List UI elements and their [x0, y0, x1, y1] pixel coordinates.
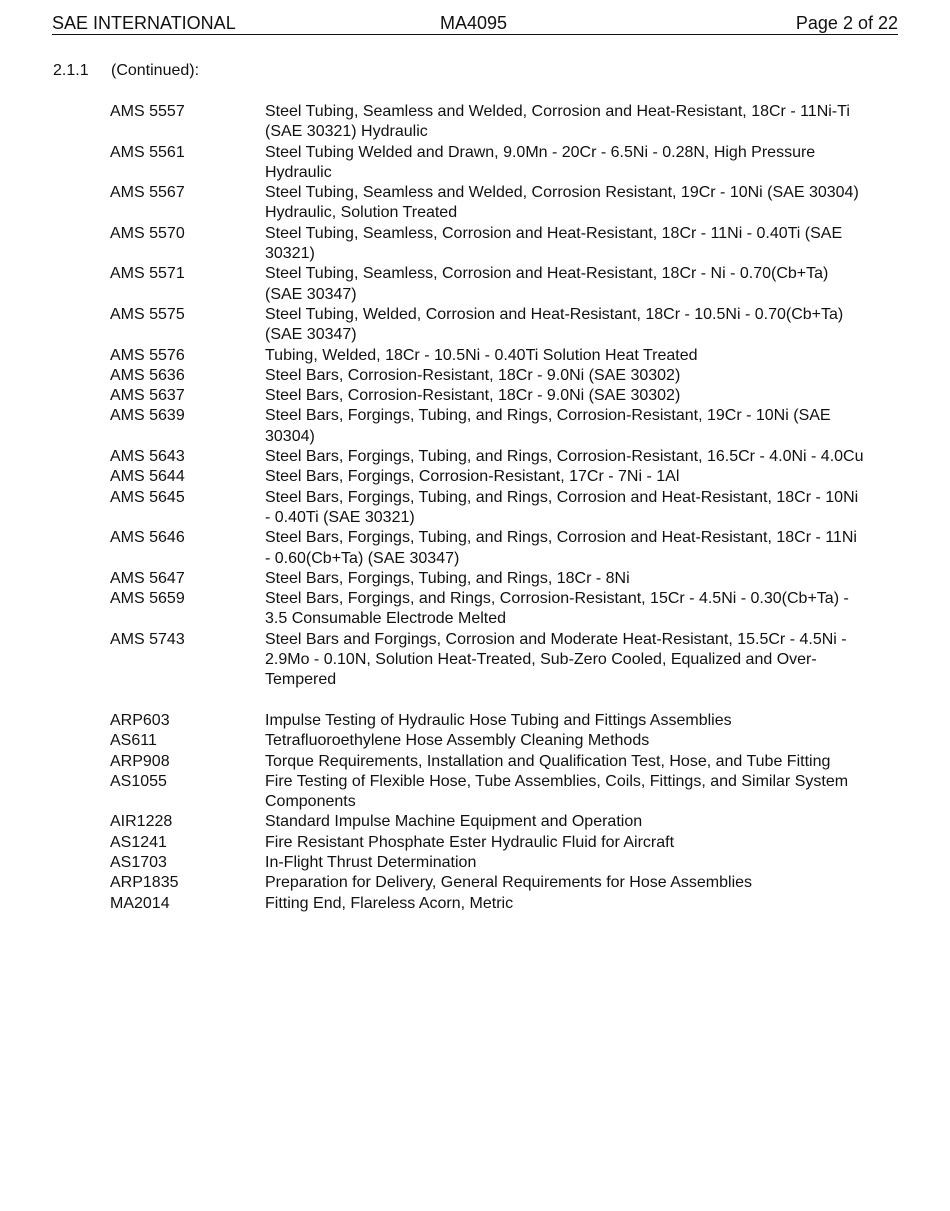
reference-title: Steel Bars and Forgings, Corrosion and Moderate Heat-Resistant, 15.5Cr - 4.5Ni - 2.9Mo - 0.10N, Solution Heat-Treated, Sub-Zero Cooled, Equalized and Over-Tempered: [265, 630, 847, 689]
reference-row: [110, 894, 890, 914]
reference-row: [110, 711, 890, 731]
section-label: (Continued):: [111, 62, 200, 79]
reference-title: Steel Bars, Corrosion-Resistant, 18Cr - 9.0Ni (SAE 30302): [265, 387, 681, 405]
page-number: Page 2 of 22: [795, 13, 898, 33]
reference-title: Torque Requirements, Installation and Qualification Test, Hose, and Tube Fitting: [265, 752, 831, 770]
reference-row: [110, 102, 890, 143]
reference-code: AMS 5636: [110, 366, 185, 384]
reference-code: AMS 5644: [110, 468, 185, 486]
reference-code: AMS 5659: [110, 590, 185, 608]
reference-title: Fire Testing of Flexible Hose, Tube Assemblies, Coils, Fittings, and Similar System Components: [265, 772, 849, 811]
section-number: 2.1.1: [53, 62, 89, 79]
reference-title: Preparation for Delivery, General Requirements for Hose Assemblies: [265, 874, 753, 892]
reference-row: [110, 589, 890, 630]
group-spacer: [110, 691, 890, 711]
reference-title: Impulse Testing of Hydraulic Hose Tubing and Fittings Assemblies: [265, 711, 732, 729]
reference-code: AMS 5637: [110, 387, 185, 405]
section-heading: [53, 61, 199, 81]
reference-code: ARP1835: [110, 874, 179, 892]
reference-row: [110, 772, 890, 813]
reference-title: Steel Tubing, Seamless and Welded, Corrosion Resistant, 19Cr - 10Ni (SAE 30304) Hydraulic, Solution Treated: [265, 184, 859, 222]
reference-code: AMS 5646: [110, 529, 185, 547]
reference-row: [110, 569, 890, 589]
reference-code: ARP603: [110, 711, 170, 729]
reference-row: [110, 264, 890, 305]
reference-title: Fire Resistant Phosphate Ester Hydraulic Fluid for Aircraft: [265, 833, 675, 851]
reference-title: Tubing, Welded, 18Cr - 10.5Ni - 0.40Ti Solution Heat Treated: [265, 346, 698, 364]
reference-code: AS611: [110, 732, 157, 750]
reference-row: [110, 346, 890, 366]
organization-name: SAE INTERNATIONAL: [52, 13, 236, 33]
reference-row: [110, 305, 890, 346]
reference-title: In-Flight Thrust Determination: [265, 853, 477, 871]
reference-code: AMS 5743: [110, 630, 185, 648]
reference-row: [110, 812, 890, 832]
reference-title: Steel Bars, Forgings, Tubing, and Rings, Corrosion-Resistant, 16.5Cr - 4.0Ni - 4.0Cu: [265, 448, 864, 466]
reference-code: AMS 5570: [110, 224, 185, 242]
reference-title: Steel Tubing, Seamless, Corrosion and Heat-Resistant, 18Cr - Ni - 0.70(Cb+Ta) (SAE 30347): [265, 265, 829, 303]
reference-row: [110, 853, 890, 873]
reference-row: [110, 143, 890, 184]
reference-row: [110, 406, 890, 447]
reference-title: Steel Tubing, Seamless and Welded, Corrosion and Heat-Resistant, 18Cr - 11Ni-Ti (SAE 30321) Hydraulic: [265, 103, 850, 141]
reference-code: AS1055: [110, 772, 167, 790]
reference-code: AMS 5557: [110, 103, 185, 120]
reference-row: [110, 447, 890, 467]
reference-code: AMS 5643: [110, 448, 185, 466]
reference-code: AMS 5576: [110, 346, 185, 364]
sae-reference-group: [110, 711, 890, 914]
reference-code: AMS 5567: [110, 184, 185, 202]
reference-row: [110, 224, 890, 265]
reference-code: AIR1228: [110, 813, 173, 831]
document-id: MA4095: [440, 13, 508, 33]
reference-row: [110, 630, 890, 691]
reference-row: [110, 467, 890, 487]
reference-row: [110, 366, 890, 386]
reference-list: [110, 102, 890, 914]
reference-code: ARP908: [110, 752, 170, 770]
reference-code: AMS 5561: [110, 143, 185, 161]
ams-reference-group: [110, 102, 890, 691]
reference-code: AS1241: [110, 833, 167, 851]
reference-code: AMS 5575: [110, 305, 185, 323]
reference-title: Steel Bars, Corrosion-Resistant, 18Cr - 9.0Ni (SAE 30302): [265, 366, 681, 384]
reference-row: [110, 386, 890, 406]
reference-title: Steel Bars, Forgings, and Rings, Corrosion-Resistant, 15Cr - 4.5Ni - 0.30(Cb+Ta) - 3.5 Consumable Electrode Melted: [265, 590, 849, 628]
reference-code: AS1703: [110, 853, 167, 871]
reference-row: [110, 488, 890, 529]
reference-title: Fitting End, Flareless Acorn, Metric: [265, 894, 514, 912]
reference-code: AMS 5571: [110, 265, 185, 283]
reference-row: [110, 752, 890, 772]
reference-title: Steel Tubing, Seamless, Corrosion and Heat-Resistant, 18Cr - 11Ni - 0.40Ti (SAE 30321): [265, 224, 843, 263]
reference-row: [110, 873, 890, 893]
reference-title: Steel Bars, Forgings, Tubing, and Rings, Corrosion and Heat-Resistant, 18Cr - 10Ni - 0.40Ti (SAE 30321): [265, 488, 859, 526]
reference-title: Standard Impulse Machine Equipment and Operation: [265, 813, 643, 831]
reference-code: AMS 5647: [110, 569, 185, 587]
reference-row: [110, 183, 890, 224]
reference-title: Steel Bars, Forgings, Tubing, and Rings, Corrosion and Heat-Resistant, 18Cr - 11Ni - 0.60(Cb+Ta) (SAE 30347): [265, 529, 857, 567]
reference-title: Steel Tubing, Welded, Corrosion and Heat-Resistant, 18Cr - 10.5Ni - 0.70(Cb+Ta) (SAE 30347): [265, 305, 844, 344]
reference-code: AMS 5639: [110, 407, 185, 425]
reference-row: [110, 528, 890, 569]
reference-title: Steel Bars, Forgings, Corrosion-Resistant, 17Cr - 7Ni - 1Al: [265, 468, 680, 486]
reference-title: Tetrafluoroethylene Hose Assembly Cleaning Methods: [265, 732, 650, 750]
reference-code: MA2014: [110, 894, 170, 912]
reference-title: Steel Bars, Forgings, Tubing, and Rings, Corrosion-Resistant, 19Cr - 10Ni (SAE 30304): [265, 407, 831, 445]
reference-row: [110, 731, 890, 751]
page-header: [52, 12, 898, 35]
reference-title: Steel Tubing Welded and Drawn, 9.0Mn - 20Cr - 6.5Ni - 0.28N, High Pressure Hydraulic: [265, 143, 816, 181]
reference-title: Steel Bars, Forgings, Tubing, and Rings, 18Cr - 8Ni: [265, 569, 630, 587]
reference-code: AMS 5645: [110, 488, 185, 506]
reference-row: [110, 833, 890, 853]
